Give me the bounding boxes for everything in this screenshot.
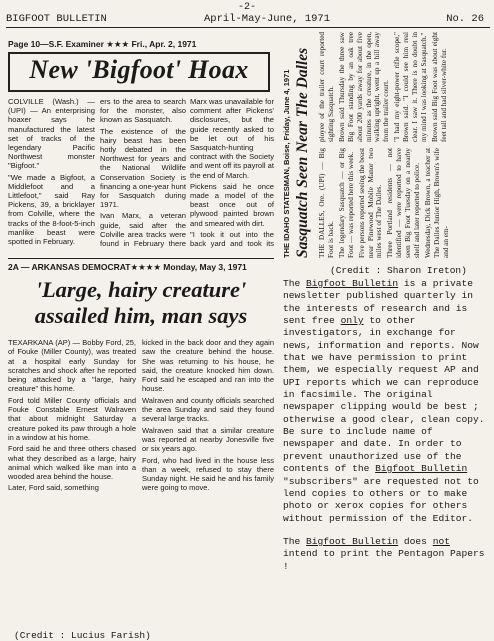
article2-rotated (280, 30, 490, 262)
paragraph: Three Portland residents — not identified — were reported to have seen Big Foot Tuesday on a nearby shelf and later reported to police. (386, 148, 422, 258)
paragraph: THE DALLES, Ore. (UPI) — Big Foot is back. (318, 148, 335, 258)
article3-column-1 (8, 338, 136, 626)
paragraph: The legendary Sasquatch — or Big Foot — was reported here this week. (337, 148, 355, 258)
article2-clipping (280, 30, 490, 262)
paragraph: "I took it out into the back yard and took its (190, 229, 274, 249)
paragraph: Five persons reported seeing the beast near Pinewood Mobile Manor two miles west of The Dalles. (357, 148, 384, 258)
paragraph: "I had my eight-power rifle scope," Brown said. "I could see him real clear. I saw it. There is no doubt in my mind I was looking at Sasquatch." (393, 32, 428, 142)
paragraph: Brown said Thursday the three saw Big Foot standing by an oak tree about 200 yards away for about five minutes as the creature, in the open, walking upright, went up a hill away from the trailer court. (337, 32, 391, 142)
paragraph: "We made a Bigfoot, a Middlefoot and a Littlefoot," said Ray Pickens, 39, a bricklayer from Colville, where the tracks of the 8-foot-5-inch manlike beast were spotted in February. (8, 172, 95, 247)
bulletin-name: Bigfoot Bulletin (375, 463, 468, 475)
paragraph: Ivan Marx, a veteran guide, said after the Colville area tracks were found in February there (100, 211, 186, 249)
bulletin-name: Bigfoot Bulletin (306, 278, 399, 289)
paragraph: Ford, who had lived in the house less than a week, refused to stay there Sunday night. He said he and his family were going to move. (142, 455, 274, 493)
page-number: -2- (237, 2, 256, 13)
paragraph: ployee of the trailer court reported sighting Sasquatch. (318, 32, 335, 142)
text: "subscribers" are requested not to lend copies to others or to make photo or xerox copies for others without permission of the Editor. (283, 475, 479, 524)
article2-dateline: THE IDAHO STATESMAN, Boise, Friday, June 4, 1971 (282, 69, 291, 258)
emphasis-not: not (432, 535, 450, 547)
paragraph: The existence of the hairy beast has been hotly debated in the Northwest for years and the National Wildlife Conservation Society is financing a one-year hunt for Sasquatch during 1971. (100, 126, 186, 210)
text: The (283, 278, 307, 289)
article3-top-rule (8, 258, 274, 259)
text: The (283, 535, 307, 547)
paragraph: Brown said Big Foot was about eight feet tall and had silver-white fur. (430, 32, 448, 142)
bulletin-notice (283, 278, 490, 573)
paragraph: Wednesday, Dick Brown, a teacher at The Dalles Junior High, Brown's wife and an em- (423, 148, 450, 258)
article1-dateline: Page 10—S.F. Examiner ★★★ Fri., Apr. 2, 1971 (8, 39, 197, 49)
headline-line-1: 'Large, hairy creature' (35, 277, 247, 302)
bulletin-header (6, 13, 490, 27)
article3-credit: (Credit : Lucius Farish) (14, 630, 151, 641)
notice-paragraph-2 (283, 536, 490, 573)
bulletin-title: BIGFOOT BULLETIN (6, 13, 107, 25)
article1-column-1 (8, 97, 95, 249)
emphasis-only: only (340, 315, 364, 327)
article2-body (318, 32, 488, 258)
paragraph: Ford said he and three others chased what they described as a large, hairy animal which walked like man into a wooded area behind the house. (8, 444, 136, 482)
text: is a private newsletter published quarterly in the interests of research and is sent free (283, 278, 473, 327)
notice-paragraph-1 (283, 278, 490, 525)
article2-headline: Sasquatch Seen Near The Dalles (294, 47, 311, 258)
text: to other investigators, in exchange for news, information and reports. Now that we have permission to print them, we especially request AP and UPI reports which we can reproduce in facsimile. The original newspaper clipping would be best ; otherwise a good clear, clean copy. Be sure to include name of newspaper and date. In order to prevent unauthorized use of the contents of the (283, 315, 485, 475)
paragraph: Walraven and county officials searched the area Sunday and said they found several large tracks. (142, 395, 274, 424)
text: intend to print the Pentagon Papers ! (283, 548, 485, 572)
article1-column-2 (100, 97, 186, 249)
bulletin-name: Bigfoot Bulletin (306, 535, 399, 547)
issue-number: No. 26 (446, 13, 484, 25)
paragraph: Pickens said he once made a model of the beast once out of plywood painted brown and smeared with dirt. (190, 181, 274, 228)
paragraph: kicked in the back door and they again saw the creature behind the house. She was returning to his house, he said, the creature knocked him down. Ford said he escaped and ran into the house. (142, 338, 274, 394)
article1-headline: New 'Bigfoot' Hoax (29, 55, 249, 84)
article1-column-3 (190, 97, 274, 249)
paragraph: Later, Ford said, something (8, 483, 99, 493)
article3-dateline: 2A — ARKANSAS DEMOCRAT★★★★ Monday, May 3, 1971 (8, 262, 247, 272)
paragraph: Ford told Miller County officials and Fouke Constable Ernest Walraven that about midnight Saturday a creature poked its paw through a hole in a window at his home. (8, 395, 136, 442)
paragraph: COLVILLE (Wash.) — (UPI) — An enterprising hoaxer says he manufactured the latest set of tracks of the legendary Pacific Northwest monster "Bigfoot." (8, 97, 95, 171)
article2-credit: (Credit : Sharon Ireton) (330, 265, 467, 276)
paragraph: Marx was unavailable for comment after Pickens' disclosures, but the guide recently asked to be let out of his Sasquatch-hunting contract with the Society and went off its payroll at the end of March. (190, 97, 274, 180)
paragraph: ers to the area to search for the monster, also known as Sasquatch. (100, 97, 186, 125)
headline-line-2: assailed him, man says (34, 303, 248, 328)
paragraph (8, 248, 95, 249)
article3-column-2 (142, 338, 274, 626)
article3-headline (8, 277, 274, 329)
header-rule (6, 27, 490, 28)
paragraph: Walraven said that a similar creature was reported at nearby Jonesville five or six years ago. (142, 425, 274, 454)
paragraph: TEXARKANA (AP) — Bobby Ford, 25, of Fouke (Miller County), was treated at a hospital early Sunday for scratches and shock after he reported being attacked by a "large, hairy creature" this home. (8, 338, 136, 394)
issue-date: April-May-June, 1971 (204, 13, 331, 25)
text: does (398, 535, 433, 547)
